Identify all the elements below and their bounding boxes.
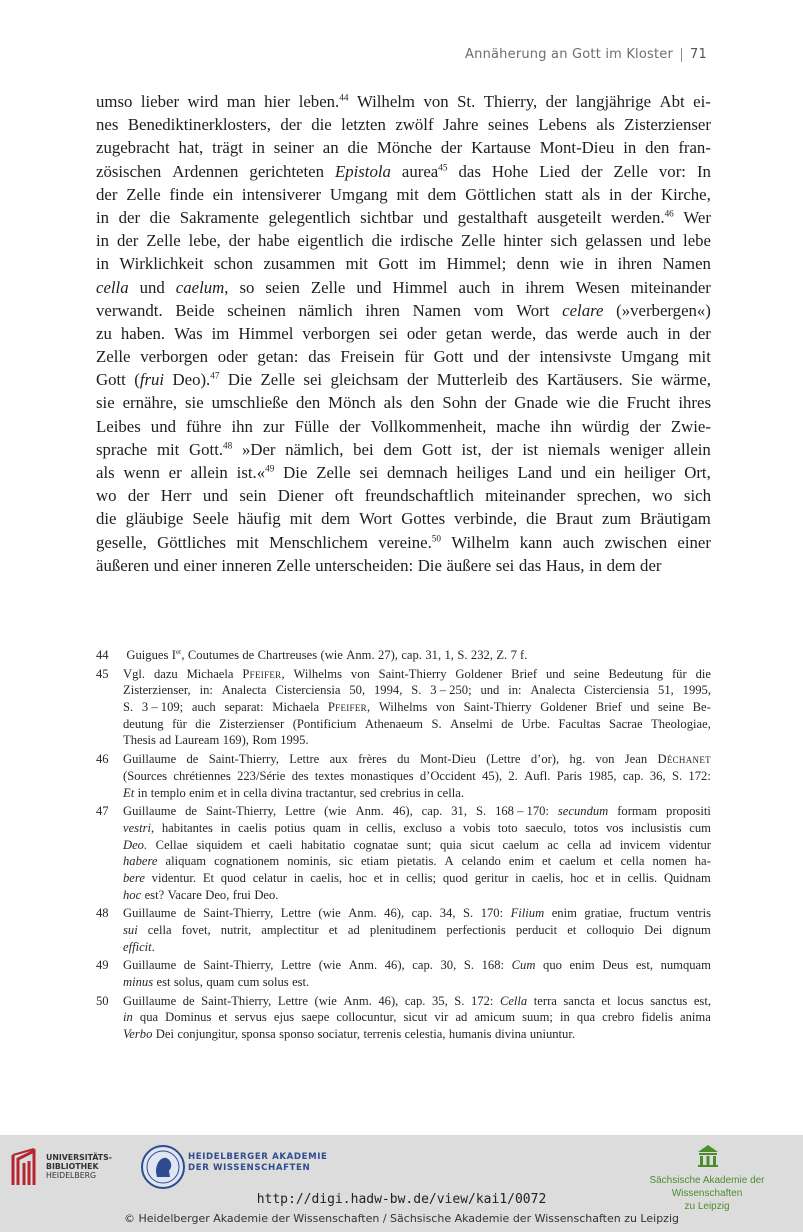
footnote-number: 48: [96, 906, 109, 921]
footnote-continuation: efficit.: [123, 939, 155, 954]
footnote-continuation: deutung für die Zisterzienser (Pontificium Athenaeum S. Anselmi de Urbe. Facultas Sacrae Theologiae,: [123, 716, 711, 731]
permalink-url[interactable]: http://digi.hadw-bw.de/view/kai1/0072: [256, 1192, 547, 1207]
body-line: der Zelle finde ein intensiverer Umgang mit dem Göttlichen statt als in der Kirche,: [96, 184, 711, 204]
body-line: in der Zelle lebe, der habe eigentlich die irdische Zelle hinter sich gelassen und lebe: [96, 231, 711, 251]
footnote-continuation: Thesis ad Lauream 169), Rom 1995.: [123, 733, 309, 748]
body-line: nes Benediktinerklosters, der die letzten zwölf Jahre seines Lebens als Zisterzienser: [96, 115, 711, 135]
ub-heidelberg-logo-icon[interactable]: [10, 1147, 42, 1194]
footnote-number: 46: [96, 752, 109, 767]
footnote-49: 49 Guillaume de Saint-Thierry, Lettre (wie Anm. 46), cap. 30, S. 168: Cum quo enim Deus est, numquam: [96, 958, 711, 973]
body-line: Zelle verborgen oder getan: das Freisein für Gott und der intensivste Umgang mit: [96, 347, 711, 367]
footnote-continuation: minus est solus, quam cum solus est.: [123, 975, 310, 990]
body-line: cella und caelum, so seien Zelle und Himmel auch in ihrem Wesen miteinander: [96, 277, 711, 297]
footnote-continuation: in qua Dominus et servus ejus saepe collocuntur, sicut vir ad amicum suum; in qua crebro fidelis anima: [123, 1010, 711, 1025]
body-line: zugebracht hat, trägt in seiner an die Mönche der Kartause Mont-Dieu in den fran-: [96, 138, 711, 158]
body-line: geselle, Göttliches mit Menschlichem vereine.$^{50}$ Wilhelm kann auch zwischen einer: [96, 532, 711, 552]
body-line: sprache mit Gott.$^{48}$ »Der nämlich, bei dem Gott ist, der ist niemals weniger allein: [96, 439, 711, 459]
saxon-academy-building-icon[interactable]: [697, 1144, 719, 1173]
footnote-48: 48 Guillaume de Saint-Thierry, Lettre (wie Anm. 46), cap. 34, S. 170: Filium enim gratiae, fructum ventris: [96, 906, 711, 921]
body-line: äußeren und einer inneren Zelle unterscheiden: Die äußere sei das Haus, in dem der: [96, 555, 662, 575]
footnote-continuation: habere aliquam cognationem nominis, sic etiam pietatis. A celando enim et caelum et cella nomen ha-: [123, 854, 711, 869]
footnote-number: 50: [96, 993, 109, 1008]
body-line: die gläubige Seele häufig mit dem Wort Gottes verbinde, die Braut zum Bräutigam: [96, 509, 711, 529]
footnotes: [96, 647, 711, 1043]
footnote-44: 44 Guigues Ier, Coutumes de Chartreuses (wie Anm. 27), cap. 31, 1, S. 232, Z. 7 f.: [96, 648, 528, 662]
body-line: Leibes und führe ihn zur Fülle der Vollkommenheit, mache ihn würdig der Zwie-: [96, 416, 711, 436]
footnote-continuation: (Sources chrétiennes 223/Série des textes monastiques d’Occident 45), 2. Aufl. Paris 1985, cap. 36, S. 172:: [123, 768, 711, 783]
footnote-continuation: hoc est? Vacare Deo, frui Deo.: [123, 887, 279, 902]
footnote-continuation: S. 3 – 109; auch separat: Michaela Pfeifer, Wilhelms von Saint-Thierry Goldener Brief und seine Be-: [123, 700, 711, 715]
body-line: sie ernähre, sie umschließe den Mönch als den Sohn der Gnade wie die Frucht ihres: [96, 393, 711, 413]
academy-seal-icon[interactable]: [141, 1143, 185, 1196]
footnote-continuation: Verbo Dei conjungitur, sponsa sponso sociatur, terrenis celestia, humanis divina uniuntur.: [123, 1027, 575, 1042]
footnote-47: 47 Guillaume de Saint-Thierry, Lettre (wie Anm. 46), cap. 31, S. 168 – 170: secundum formam propositi: [96, 804, 711, 819]
body-line: wo der Herr und sein Diener oft freundschaftlich miteinander sprechen, wo sich: [96, 486, 711, 506]
saxon-academy-wordmark[interactable]: Sächsische Akademie der Wissenschaften zu Leipzig: [649, 1175, 765, 1212]
body-line: umso lieber wird man hier leben.$^{44}$ Wilhelm von St. Thierry, der langjährige Abt ei-: [96, 92, 711, 111]
header-divider: [681, 48, 682, 62]
body-line: verwandt. Beide scheinen nämlich ihren Namen vom Wort celare (»verbergen«): [96, 300, 711, 320]
footnote-50: 50 Guillaume de Saint-Thierry, Lettre (wie Anm. 46), cap. 35, S. 172: Cella terra sancta et locus sanctus est,: [96, 993, 711, 1008]
body-line: Gott (frui Deo).$^{47}$ Die Zelle sei gleichsam der Mutterleib des Kartäusers. Sie wärme,: [96, 370, 711, 390]
footnote-46: 46 Guillaume de Saint-Thierry, Lettre aux frères du Mont-Dieu (Lettre d’or), hg. von Jean Déchanet: [96, 752, 711, 767]
ub-heidelberg-wordmark[interactable]: UNIVERSITÄTS- BIBLIOTHEK HEIDELBERG: [46, 1153, 112, 1181]
footer-band: [0, 1135, 803, 1232]
body-text: [96, 90, 711, 577]
footnote-continuation: bere videntur. Et quod celatur in caelis, hoc et in cellis; quod geritur in caelis, hoc et in cellis. Quidnam: [123, 870, 711, 885]
footnote-number: 44: [96, 648, 109, 662]
footnote-continuation: sui cella fovet, nutrit, amplectitur et ad plenitudinem perfectionis perducit et colloquio Dei dignum: [123, 923, 711, 937]
running-head: [465, 47, 707, 62]
footnote-number: 47: [96, 804, 109, 819]
copyright-notice: © Heidelberger Akademie der Wissenschaften / Sächsische Akademie der Wissenschaften zu Leipzig: [123, 1212, 679, 1225]
academy-wordmark[interactable]: HEIDELBERGER AKADEMIE DER WISSENSCHAFTEN: [188, 1152, 328, 1173]
footnote-continuation: vestri, habitantes in caelis potius quam in cellis, excluso a vobis toto saeculo, totos vos inclusistis cum: [123, 820, 711, 835]
body-line: als wenn er allein ist.«$^{49}$ Die Zelle sei demnach heiliges Land und ein heiliger Ort,: [96, 463, 711, 482]
footnote-continuation: Et in templo enim et in cella divina tractantur, sed crebrius in cella.: [123, 785, 464, 800]
body-line: zösischen Ardennen gerichteten Epistola aurea$^{45}$ das Hohe Lied der Zelle vor: In: [96, 161, 711, 181]
body-line: zu haben. Was im Himmel verborgen sei oder getan werde, das werde auch in der: [96, 323, 711, 343]
body-line: in Wirklichkeit schon zusammen mit Gott im Himmel; denn wie in ihren Namen: [96, 254, 711, 274]
body-line: in der die Sakramente gelegentlich sichtbar und gestalthaft ausgeteilt werden.$^{46}$ Wer: [96, 207, 711, 227]
page-number: 71: [690, 47, 707, 62]
footnote-number: 49: [96, 958, 109, 973]
footnote-number: 45: [96, 666, 109, 681]
footnote-continuation: Deo. Cellae siquidem et caeli habitatio cognatae sunt; quia sicut caelum ac cella ad invicem videntur: [123, 837, 711, 852]
footnote-continuation: Zisterzienser, in: Analecta Cisterciensia 50, 1994, S. 3 – 250; und in: Analecta Cisterciensia 51, 1995,: [123, 683, 711, 698]
footnote-45: 45 Vgl. dazu Michaela Pfeifer, Wilhelms von Saint-Thierry Goldener Brief und seine Bedeutung für die: [96, 666, 711, 681]
running-title: Annäherung an Gott im Kloster: [465, 47, 674, 62]
